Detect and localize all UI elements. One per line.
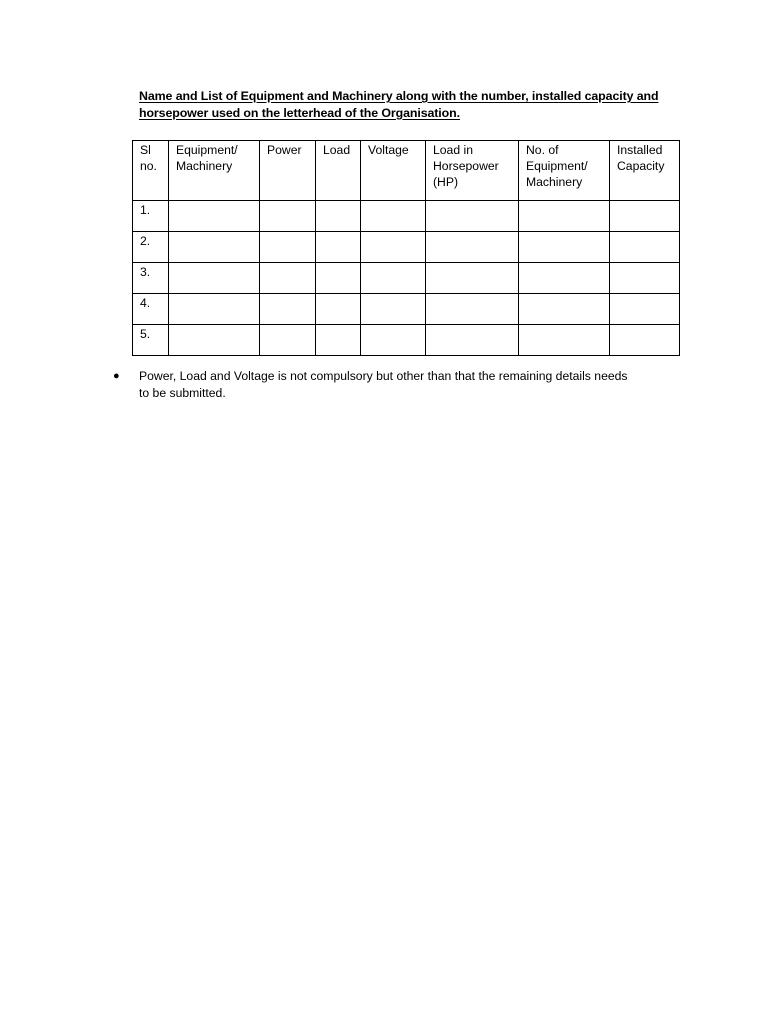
column-header-voltage: Voltage <box>361 141 426 201</box>
table-header-row <box>133 141 680 201</box>
equipment-cell <box>169 201 260 232</box>
document-heading <box>139 88 684 121</box>
table-row <box>133 263 680 294</box>
column-header-load-hp: Load in Horsepower (HP) <box>426 141 519 201</box>
installed-capacity-cell <box>610 325 680 356</box>
power-cell <box>260 294 316 325</box>
heading-line: Name and List of Equipment and Machinery along with the number, installed capacity and <box>139 89 659 103</box>
note-line: to be submitted. <box>139 385 226 400</box>
column-header-power: Power <box>260 141 316 201</box>
row-number-cell: 3. <box>133 263 169 294</box>
power-cell <box>260 232 316 263</box>
table-row <box>133 325 680 356</box>
equipment-table <box>132 140 680 356</box>
load-hp-cell <box>426 232 519 263</box>
voltage-cell <box>361 232 426 263</box>
power-cell <box>260 201 316 232</box>
count-cell <box>519 263 610 294</box>
installed-capacity-cell <box>610 201 680 232</box>
load-hp-cell <box>426 201 519 232</box>
row-number-cell: 2. <box>133 232 169 263</box>
load-cell <box>316 263 361 294</box>
column-header-equipment: Equipment/ Machinery <box>169 141 260 201</box>
count-cell <box>519 325 610 356</box>
count-cell <box>519 232 610 263</box>
installed-capacity-cell <box>610 232 680 263</box>
column-header-load: Load <box>316 141 361 201</box>
row-number-cell: 1. <box>133 201 169 232</box>
table-row <box>133 201 680 232</box>
load-hp-cell <box>426 263 519 294</box>
note-line: Power, Load and Voltage is not compulsory but other than that the remaining details needs <box>139 369 628 383</box>
voltage-cell <box>361 263 426 294</box>
power-cell <box>260 325 316 356</box>
equipment-cell <box>169 263 260 294</box>
installed-capacity-cell <box>610 294 680 325</box>
table-row <box>133 294 680 325</box>
heading-line: horsepower used on the letterhead of the Organisation. <box>139 105 460 120</box>
bullet-icon: ● <box>113 370 120 382</box>
column-header-sl-no: Sl no. <box>133 141 169 201</box>
load-cell <box>316 294 361 325</box>
count-cell <box>519 201 610 232</box>
equipment-cell <box>169 294 260 325</box>
power-cell <box>260 263 316 294</box>
load-hp-cell <box>426 294 519 325</box>
load-cell <box>316 232 361 263</box>
load-cell <box>316 201 361 232</box>
table-row <box>133 232 680 263</box>
column-header-count: No. of Equipment/ Machinery <box>519 141 610 201</box>
count-cell <box>519 294 610 325</box>
column-header-installed-capacity: Installed Capacity <box>610 141 680 201</box>
equipment-cell <box>169 232 260 263</box>
load-hp-cell <box>426 325 519 356</box>
equipment-cell <box>169 325 260 356</box>
note-text <box>139 368 684 401</box>
voltage-cell <box>361 325 426 356</box>
voltage-cell <box>361 294 426 325</box>
row-number-cell: 4. <box>133 294 169 325</box>
installed-capacity-cell <box>610 263 680 294</box>
load-cell <box>316 325 361 356</box>
voltage-cell <box>361 201 426 232</box>
row-number-cell: 5. <box>133 325 169 356</box>
